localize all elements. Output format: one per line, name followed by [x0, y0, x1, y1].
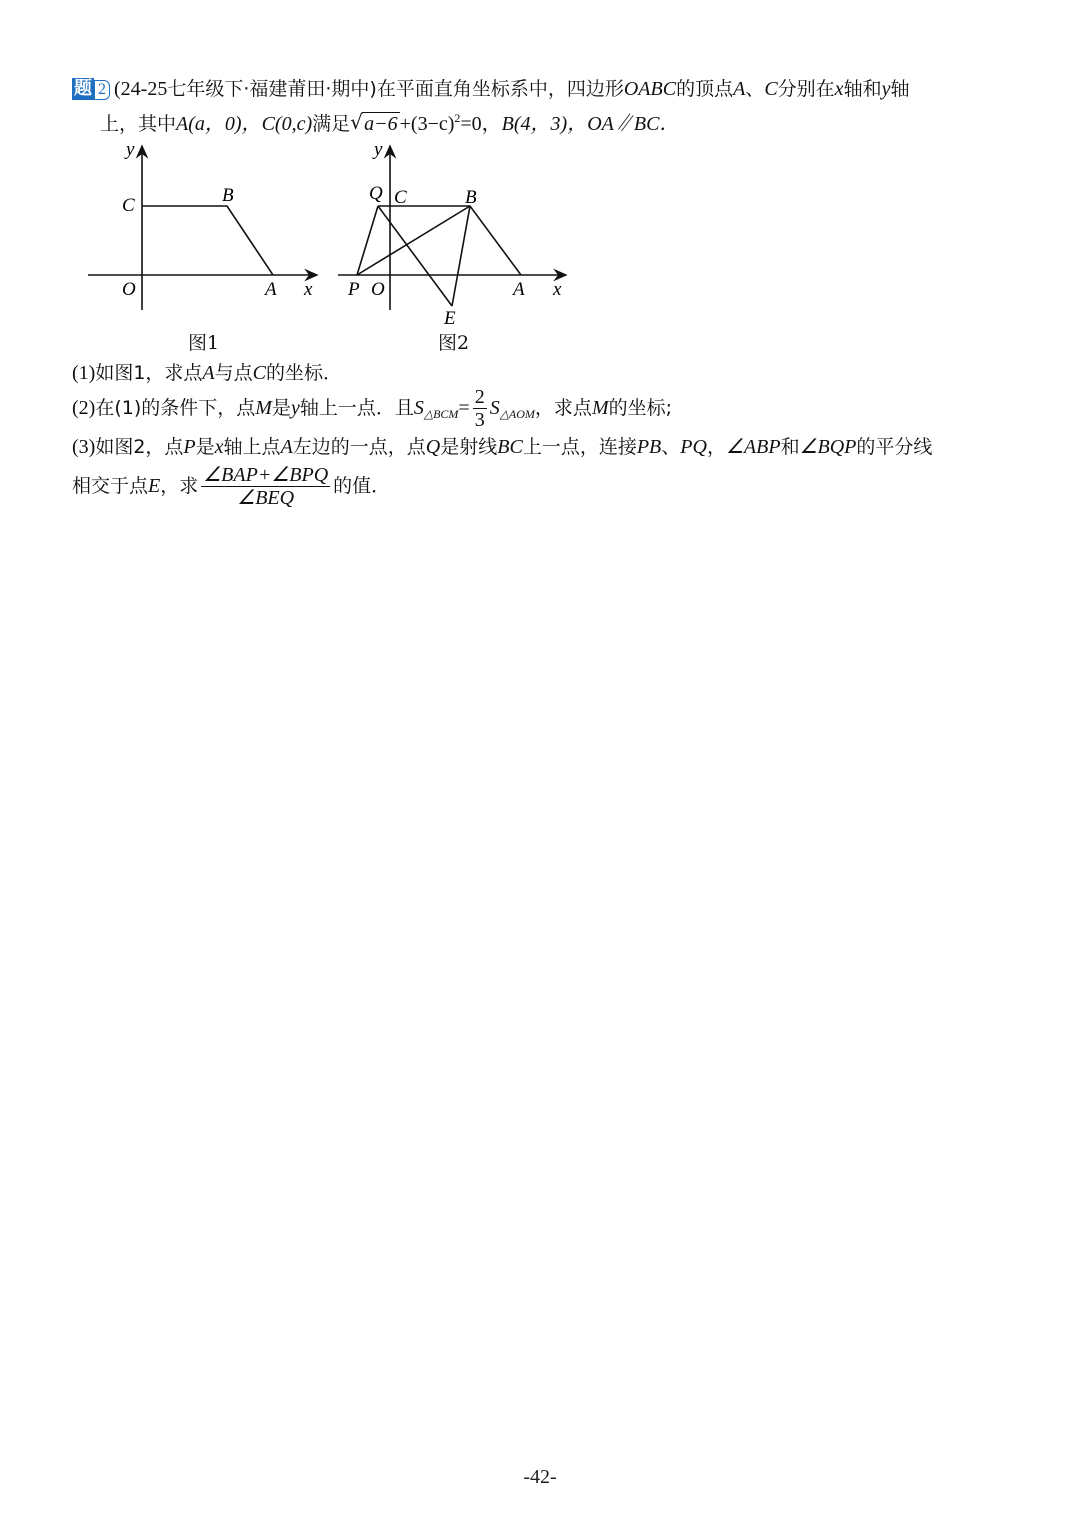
label-p: P [348, 279, 360, 300]
question-text: 的值． [333, 475, 391, 497]
label-y: y [374, 139, 383, 160]
label-b: B [465, 187, 477, 208]
axis-var: x [834, 78, 844, 100]
sqrt-expression [350, 111, 400, 137]
segment-label: BC [497, 436, 523, 458]
problem-number: 2 [94, 80, 110, 100]
question-text: 上一点，连接 [522, 436, 637, 458]
question-1 [72, 360, 342, 386]
area-symbol: S [489, 397, 500, 419]
question-text: 是 [271, 397, 291, 419]
label-b: B [222, 185, 234, 206]
separator: ， [706, 436, 726, 458]
label-e: E [444, 308, 456, 329]
question-text: ，求点 [534, 397, 592, 419]
label-a: A [265, 279, 277, 300]
question-text: 的坐标． [266, 362, 343, 384]
point-label: A [280, 436, 293, 458]
bisector-be [452, 206, 470, 306]
question-text: 轴上点 [223, 436, 281, 458]
equals: = [458, 397, 470, 419]
point-label: M [255, 397, 272, 419]
sqrt-argument: a−6 [364, 113, 398, 135]
question-text: 如图2，点 [95, 436, 184, 458]
intro-text: 分别在 [777, 78, 835, 100]
grade-info: 七年级下·福建莆田·期中) [167, 78, 377, 100]
label-o: O [371, 279, 385, 300]
segment-label: PB [636, 436, 662, 458]
point-label: M [591, 397, 609, 419]
label-q: Q [369, 183, 383, 204]
question-text: ，求 [160, 475, 199, 497]
area-subscript: △BCM [423, 407, 459, 421]
question-3-line-1 [72, 434, 932, 460]
intro-text: 上，其中 [100, 113, 177, 135]
question-text: 是 [195, 436, 215, 458]
point-label: Q [425, 436, 441, 458]
question-text: 的坐标; [608, 397, 673, 419]
intro-text: 轴 [890, 78, 910, 100]
problem-line-2 [100, 105, 679, 137]
coord-a: A(a，0)， [176, 113, 262, 135]
separator: 、 [745, 78, 765, 100]
fraction-two-thirds [473, 386, 487, 431]
fraction-denominator: ∠BEQ [237, 487, 295, 509]
figure-1 [80, 138, 330, 318]
quad-edges [142, 206, 273, 275]
question-text: 和 [780, 436, 800, 458]
question-text: 轴上一点．且 [299, 397, 414, 419]
figure-1-caption: 图1 [188, 332, 220, 354]
label-c: C [122, 195, 135, 216]
area-symbol: S [413, 397, 424, 419]
intro-text: 满足 [312, 113, 351, 135]
label-x: x [304, 279, 313, 300]
question-number: (2) [72, 397, 96, 419]
fraction-numerator: ∠BAP+∠BPQ [203, 464, 329, 486]
power: 2 [454, 111, 461, 125]
coord-b: B(4，3)， [501, 113, 588, 135]
fraction-denominator: 3 [474, 409, 485, 431]
label-c: C [394, 187, 407, 208]
question-text: 是射线 [440, 436, 498, 458]
angle-ratio-fraction [201, 464, 330, 509]
radical-sign-icon: √ [350, 110, 363, 134]
question-number: (3) [72, 436, 96, 458]
figure-2-caption: 图2 [438, 332, 470, 354]
equals-zero: =0， [460, 113, 502, 135]
point-label: E [148, 475, 161, 497]
separator: 、 [661, 436, 681, 458]
point-label: A [733, 78, 746, 100]
question-3-line-2 [72, 462, 390, 510]
intro-text: 的顶点 [676, 78, 734, 100]
question-text: 左边的一点，点 [292, 436, 426, 458]
axis-var: x [214, 436, 224, 458]
intro-text: 轴和 [843, 78, 882, 100]
segment-pb [357, 206, 470, 275]
question-text: 的平分线 [856, 436, 933, 458]
page-number: -42- [523, 1466, 557, 1488]
label-y: y [126, 139, 135, 160]
label-x: x [553, 279, 562, 300]
label-a: A [513, 279, 525, 300]
label-o: O [122, 279, 136, 300]
axis-var: y [881, 78, 891, 100]
plus-term: +(3−c) [399, 113, 455, 135]
angle-label: ∠ABP [725, 436, 781, 458]
point-label: A [202, 362, 215, 384]
segment-cb-ba [378, 206, 521, 275]
point-label: P [183, 436, 196, 458]
coord-c: C(0,c) [261, 113, 313, 135]
question-number: (1) [72, 362, 96, 384]
axis-var: y [290, 397, 300, 419]
problem-line-1 [72, 76, 909, 102]
figure-2 [330, 138, 580, 333]
problem-badge: 题 [74, 78, 92, 99]
question-text: 如图1，求点 [95, 362, 203, 384]
question-text: 与点 [214, 362, 253, 384]
intro-text: 在平面直角坐标系中，四边形 [376, 78, 624, 100]
point-label: C [252, 362, 266, 384]
point-label: C [764, 78, 778, 100]
fraction-numerator: 2 [474, 386, 485, 408]
problem-source: (24-25 [114, 78, 168, 100]
question-2 [72, 386, 672, 436]
area-subscript: △AOM [499, 407, 535, 421]
angle-label: ∠BQP [799, 436, 857, 458]
question-text: 在(1)的条件下，点 [95, 397, 256, 419]
parallel-condition: OA∥BC． [587, 113, 680, 135]
question-text: 相交于点 [72, 475, 149, 497]
segment-label: PQ [680, 436, 707, 458]
quad-name: OABC [623, 78, 677, 100]
